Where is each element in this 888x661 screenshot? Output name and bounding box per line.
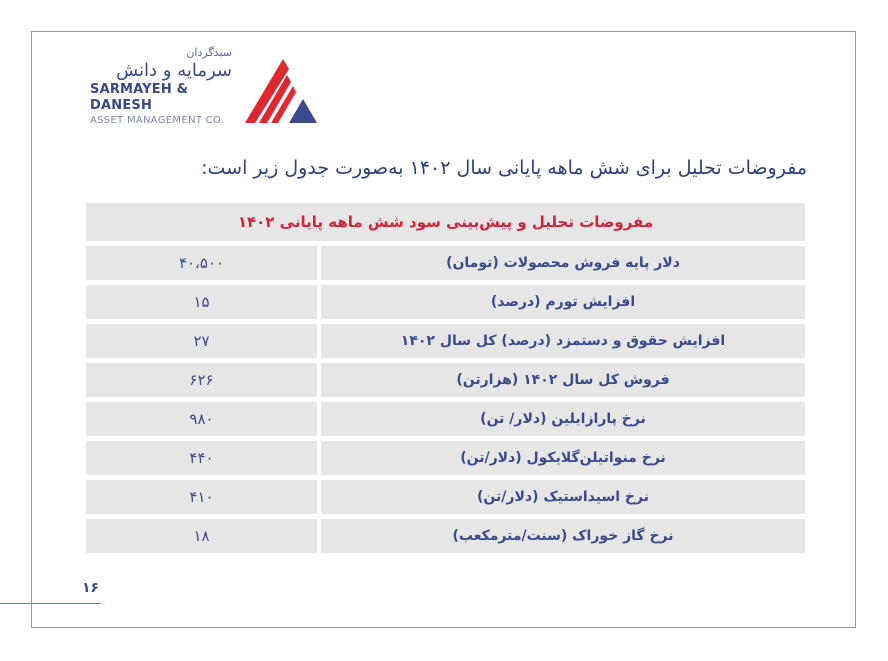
- row-value: ۶۲۶: [86, 363, 317, 397]
- company-logo-icon: [243, 57, 319, 125]
- section-heading: مفروضات تحلیل برای شش ماهه پایانی سال ۱۴۰۲ به‌صورت جدول زیر است:: [201, 157, 807, 179]
- row-label: افزایش تورم (درصد): [321, 285, 805, 319]
- logo-persian-subtitle: سبدگردان: [186, 46, 232, 59]
- logo-english-name: SARMAYEH & DANESH: [90, 82, 189, 113]
- row-value: ۲۷: [86, 324, 317, 358]
- row-label: نرخ منواتیلن‌گلایکول (دلار/تن): [321, 441, 805, 475]
- company-logo-text: [90, 46, 236, 127]
- table-title: مفروضات تحلیل و پیش‌بینی سود شش ماهه پایانی ۱۴۰۲: [86, 203, 805, 241]
- assumptions-table: [86, 203, 805, 558]
- table-row: [86, 363, 805, 397]
- row-label: افزایش حقوق و دستمزد (درصد) کل سال ۱۴۰۲: [321, 324, 805, 358]
- row-value: ۴۴۰: [86, 441, 317, 475]
- logo-english-subtitle: ASSET MANAGEMENT CO.: [90, 115, 225, 126]
- table-row: [86, 246, 805, 280]
- table-row: [86, 324, 805, 358]
- table-row: [86, 480, 805, 514]
- row-label: نرخ پارازایلین (دلار/ تن): [321, 402, 805, 436]
- row-value: ۴۱۰: [86, 480, 317, 514]
- row-value: ۴۰،۵۰۰: [86, 246, 317, 280]
- row-value: ۹۸۰: [86, 402, 317, 436]
- row-value: ۱۵: [86, 285, 317, 319]
- row-value: ۱۸: [86, 519, 317, 553]
- table-row: [86, 285, 805, 319]
- logo-persian-name: سرمایه و دانش: [116, 60, 232, 81]
- row-label: فروش کل سال ۱۴۰۲ (هزارتن): [321, 363, 805, 397]
- row-label: نرخ گاز خوراک (سنت/مترمکعب): [321, 519, 805, 553]
- footer-red-rule: [0, 603, 101, 604]
- table-row: [86, 519, 805, 553]
- row-label: دلار پایه فروش محصولات (تومان): [321, 246, 805, 280]
- row-label: نرخ اسیداستیک (دلار/تن): [321, 480, 805, 514]
- table-row: [86, 441, 805, 475]
- page-number: ۱۶: [82, 580, 100, 596]
- table-row: [86, 402, 805, 436]
